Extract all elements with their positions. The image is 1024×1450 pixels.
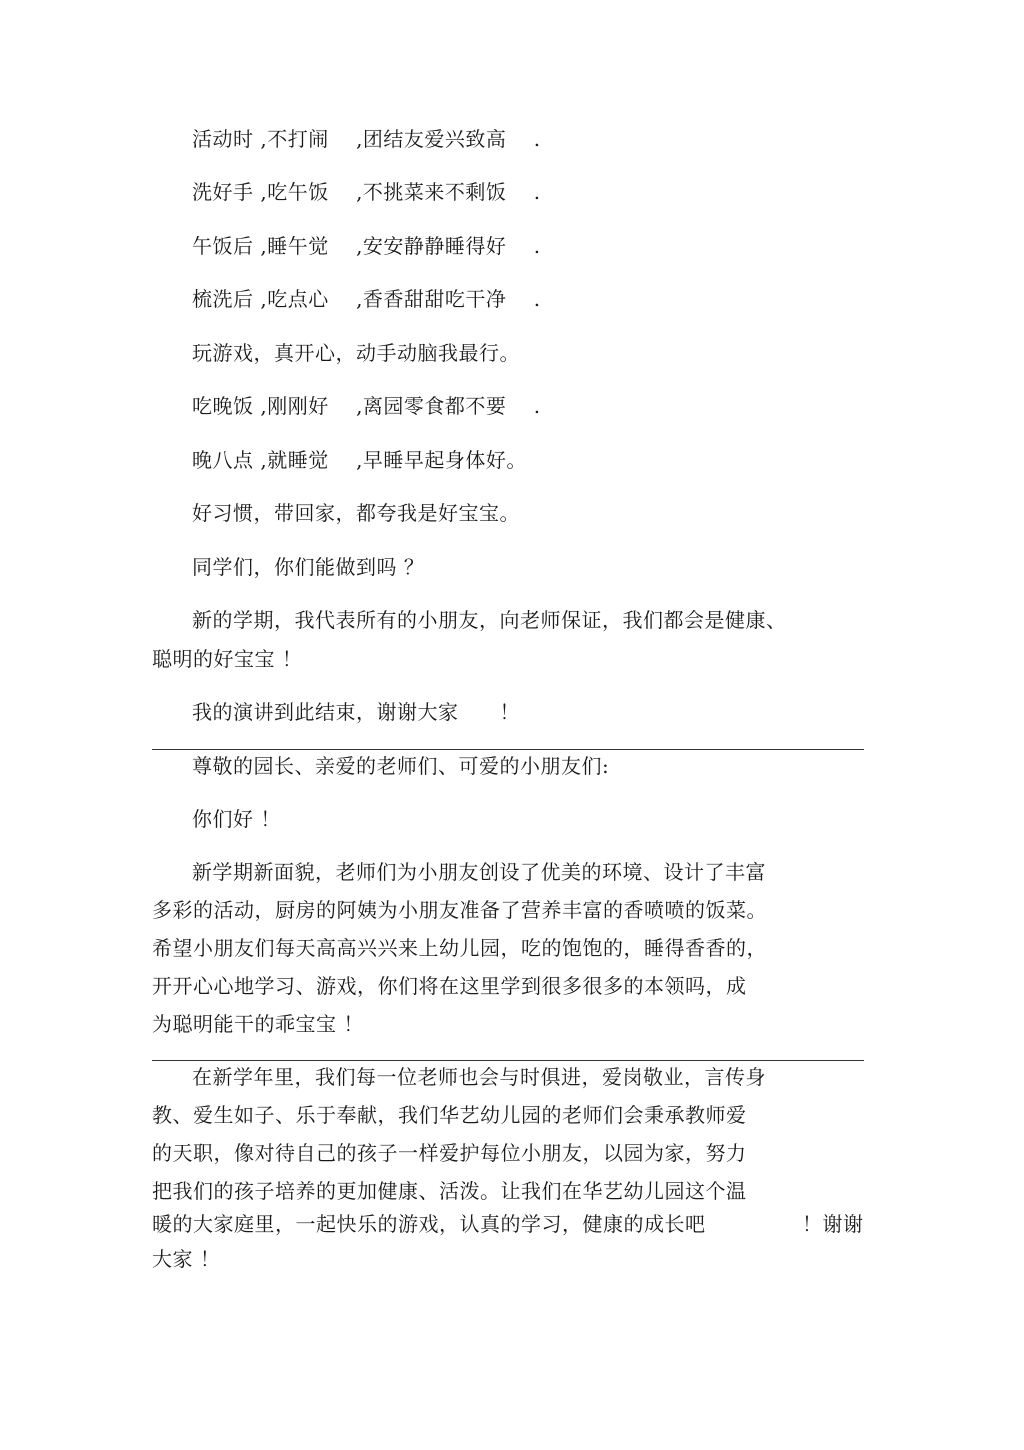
promise-line: 新的学期，我代表所有的小朋友，向老师保证，我们都会是健康、 xyxy=(192,608,787,632)
rhyme-line: 午饭后 ,睡午觉 ,安安静静睡得好 . xyxy=(192,234,541,258)
speech2-line: 开开心心地学习、游戏，你们将在这里学到很多很多的本领吗，成 xyxy=(152,974,747,998)
divider-line xyxy=(152,1060,864,1061)
speech2-line: 为聪明能干的乖宝宝 ！ xyxy=(152,1012,364,1036)
rhyme-line: 洗好手 ,吃午饭 ,不挑菜来不剩饭 . xyxy=(192,180,541,204)
speech2-line: 希望小朋友们每天高高兴兴来上幼儿园，吃的饱饱的，睡得香香的， xyxy=(152,936,767,960)
divider-line xyxy=(152,749,864,750)
speech3-line: 大家 ！ xyxy=(152,1247,221,1271)
greeting: 你们好 ！ xyxy=(192,807,281,831)
rhyme-line: 好习惯，带回家，都夸我是好宝宝。 xyxy=(192,501,520,525)
speech2-line: 新学期新面貌，老师们为小朋友创设了优美的环境、设计了丰富 xyxy=(192,860,766,884)
rhyme-line: 活动时 ,不打闹 ,团结友爱兴致高 . xyxy=(192,127,541,151)
rhyme-line: 晚八点 ,就睡觉 ,早睡早起身体好。 xyxy=(192,448,527,472)
rhyme-question: 同学们，你们能做到吗 ？ xyxy=(192,555,425,579)
thanks-fragment: ！谢谢 xyxy=(802,1212,864,1236)
salutation: 尊敬的园长、亲爱的老师们、可爱的小朋友们: xyxy=(192,754,610,778)
rhyme-line: 吃晚饭 ,刚刚好 ,离园零食都不要 . xyxy=(192,394,541,418)
rhyme-line: 玩游戏，真开心，动手动脑我最行。 xyxy=(192,341,520,365)
speech3-line: 教、爱生如子、乐于奉献，我们华艺幼儿园的老师们会秉承教师爱 xyxy=(152,1103,747,1127)
speech3-line: 在新学年里，我们每一位老师也会与时俱进，爱岗敬业，言传身 xyxy=(192,1065,766,1089)
promise-line: 聪明的好宝宝 ！ xyxy=(152,647,303,671)
rhyme-line: 梳洗后 ,吃点心 ,香香甜甜吃干净 . xyxy=(192,287,541,311)
closing-line: 我的演讲到此结束，谢谢大家 ！ xyxy=(192,700,520,724)
speech3-line: 暖的大家庭里，一起快乐的游戏，认真的学习，健康的成长吧 xyxy=(152,1212,706,1236)
speech3-line: 的天职，像对待自己的孩子一样爱护每位小朋友，以园为家，努力 xyxy=(152,1141,747,1165)
speech2-line: 多彩的活动，厨房的阿姨为小朋友准备了营养丰富的香喷喷的饭菜。 xyxy=(152,898,767,922)
speech3-line: 把我们的孩子培养的更加健康、活泼。让我们在华艺幼儿园这个温 xyxy=(152,1179,747,1203)
